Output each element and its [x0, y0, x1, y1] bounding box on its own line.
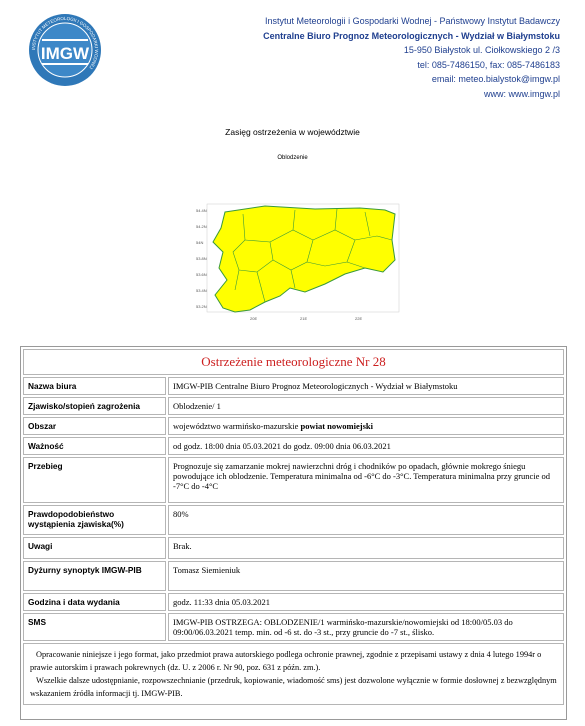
lat-tick: 53.2N — [196, 304, 207, 309]
letterhead — [0, 0, 585, 110]
copyright-text: Opracowanie niniejsze i jego format, jako przedmiot prawa autorskiego podlega ochronie prawnej, zgodnie z przepisami ustawy z dnia 4 lutego 1994r o prawie autorskim i prawach pokrewnych (dz. U. z 2006 r. Nr 90, poz. 631 z późn. zm.). — [30, 650, 542, 672]
lat-tick: 54.4N — [196, 208, 207, 213]
validity-label: Ważność — [23, 437, 166, 455]
lon-tick: 22E — [355, 316, 363, 321]
sms-value: IMGW-PIB OSTRZEGA: OBLODZENIE/1 warmińsko-mazurskie/nowomiejski od 18:00/05.03 do 09:00/06.03.2021 temp. min. od -6 st. do -3 st., przy gruncie do -7 st., ślisko. — [168, 613, 564, 641]
lat-tick: 53.6N — [196, 272, 207, 277]
validity-value: od godz. 18:00 dnia 05.03.2021 do godz. 09:00 dnia 06.03.2021 — [168, 437, 564, 455]
lat-tick: 53.8N — [196, 256, 207, 261]
issued-value: godz. 11:33 dnia 05.03.2021 — [168, 593, 564, 611]
table-row — [23, 593, 564, 611]
website: www: www.imgw.pl — [483, 88, 560, 99]
logo-ring-text: INSTYTUT METEOROLOGII I GOSPODARKI WODNEJ — [30, 15, 100, 71]
address: 15-950 Białystok ul. Ciołkowskiego 2 /3 — [403, 45, 560, 55]
table-row — [23, 417, 564, 435]
area-value — [168, 417, 564, 435]
institute-name: Instytut Meteorologii i Gospodarki Wodnej - Państwowy Instytut Badawczy — [265, 16, 560, 26]
imgw-logo — [28, 13, 102, 87]
lat-tick: 54N — [196, 240, 204, 245]
lat-tick: 53.4N — [196, 288, 207, 293]
area-county: powiat nowomiejski — [300, 421, 373, 431]
area-value-text: województwo warmińsko-mazurskie — [173, 421, 301, 431]
copyright-footer — [23, 643, 564, 705]
sms-label: SMS — [23, 613, 166, 641]
course-label: Przebieg — [23, 457, 166, 503]
institute-info — [263, 14, 560, 101]
office-name: Centralne Biuro Prognoz Meteorologicznych - Wydział w Białymstoku — [263, 30, 560, 41]
course-value: Prognozuje się zamarzanie mokrej nawierzchni dróg i chodników po opadach, głównie mokrego śniegu powodujące ich oblodzenie. Temperatura minimalna od -6°C do -3°C. Temperatura minimalna przy gruncie od -7°C do -4°C — [168, 457, 564, 503]
area-label: Obszar — [23, 417, 166, 435]
usage-text: Wszelkie dalsze udostępnianie, rozpowszechnianie (przedruk, kopiowanie, wiadomość sms) jest dozwolone wyłącznie w formie dosłownej z bezwzględnym wskazaniem źródła informacji tj. IMGW-PIB. — [30, 676, 557, 698]
issued-label: Godzina i data wydania — [23, 593, 166, 611]
lat-tick: 54.2N — [196, 224, 207, 229]
phenomenon-value: Oblodzenie/ 1 — [168, 397, 564, 415]
warning-header: Ostrzeżenie meteorologiczne Nr 28 — [23, 349, 564, 375]
table-row — [23, 561, 564, 591]
lon-tick: 20E — [250, 316, 258, 321]
logo-text: IMGW — [40, 44, 90, 63]
warning-area-map — [195, 200, 405, 324]
phenomenon-label: Zjawisko/stopień zagrożenia — [23, 397, 166, 415]
table-row — [23, 537, 564, 559]
range-title: Zasięg ostrzeżenia w województwie — [225, 127, 360, 137]
phone-fax: tel: 085-7486150, fax: 085-7486183 — [417, 59, 560, 70]
duty-label: Dyżurny synoptyk IMGW-PIB — [23, 561, 166, 591]
lon-tick: 21E — [300, 316, 308, 321]
table-row — [23, 377, 564, 395]
probability-value: 80% — [168, 505, 564, 535]
table-row — [23, 397, 564, 415]
table-row — [23, 613, 564, 641]
phenomenon-caption: Oblodzenie — [277, 155, 308, 161]
notes-label: Uwagi — [23, 537, 166, 559]
office-value: IMGW-PIB Centralne Biuro Prognoz Meteorologicznych - Wydział w Białymstoku — [168, 377, 564, 395]
table-row — [23, 457, 564, 503]
probability-label: Prawdopodobieństwo wystąpienia zjawiska(%) — [23, 505, 166, 535]
warning-table — [21, 347, 566, 707]
office-label: Nazwa biura — [23, 377, 166, 395]
table-row — [23, 437, 564, 455]
notes-value: Brak. — [168, 537, 564, 559]
email: email: meteo.bialystok@imgw.pl — [431, 74, 560, 84]
warning-table-container — [20, 346, 567, 720]
duty-value: Tomasz Siemieniuk — [168, 561, 564, 591]
table-row — [23, 505, 564, 535]
